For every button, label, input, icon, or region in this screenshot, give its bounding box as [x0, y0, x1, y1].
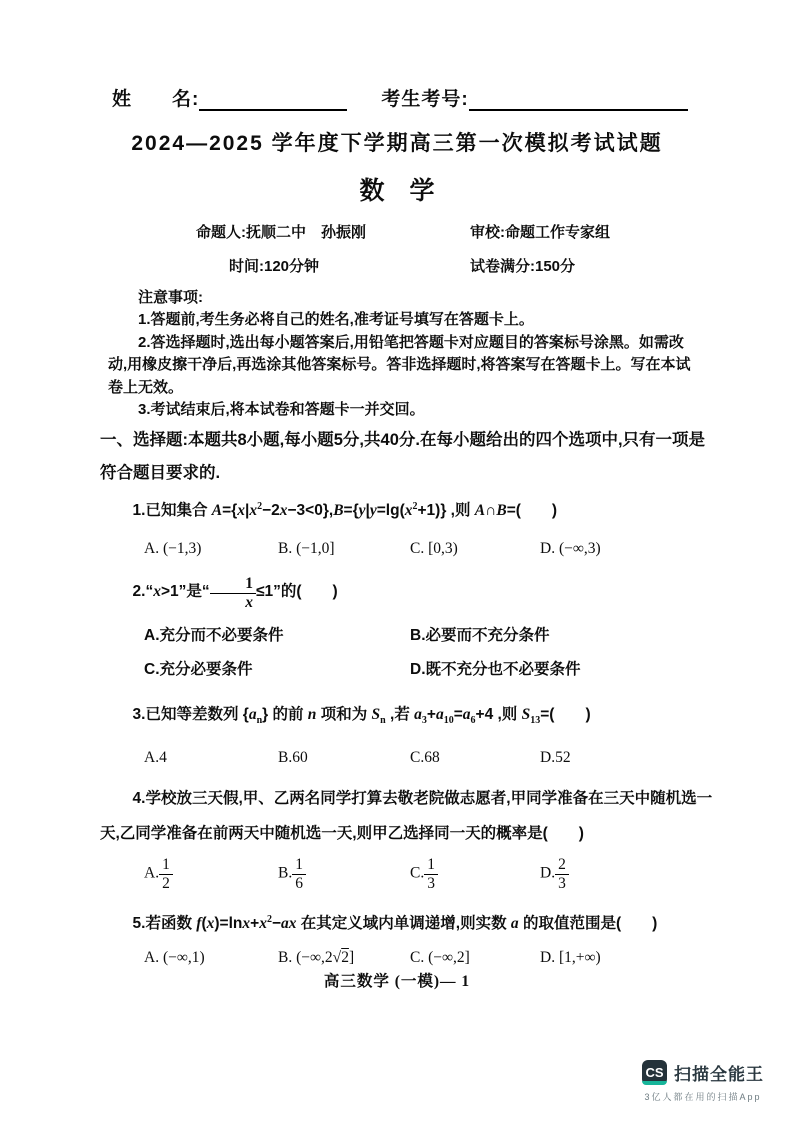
- question-3-option-c: C.68: [410, 748, 440, 766]
- question-3-option-b: B.60: [278, 748, 308, 766]
- setter-info: 命题人:抚顺二中 孙振刚: [196, 224, 366, 241]
- question-1-option-d: D. (−∞,3): [540, 540, 601, 558]
- scanner-brand-name: 扫描全能王: [674, 1065, 764, 1084]
- question-5-option-c: C. (−∞,2]: [410, 949, 470, 967]
- question-2-option-c: C.充分必要条件: [144, 661, 253, 679]
- question-4: [100, 781, 718, 893]
- question-3-options: [100, 749, 718, 767]
- question-1-options: [100, 540, 718, 558]
- exam-title: 2024—2025 学年度下学期高三第一次模拟考试试题: [131, 132, 663, 155]
- question-2-option-b: B.必要而不充分条件: [410, 627, 550, 645]
- question-5-option-a: A. (−∞,1): [144, 949, 205, 967]
- question-3-option-d: D.52: [540, 748, 571, 766]
- note-item-3: 3.考试结束后,将本试卷和答题卡一并交回。: [138, 401, 425, 419]
- section-1-heading: 一、选择题:本题共8小题,每小题5分,共40分.在每小题给出的四个选项中,只有一项是符合题目要求的.: [100, 431, 706, 482]
- candidate-number-label: 考生考号:: [381, 89, 469, 110]
- question-2-options: [100, 623, 718, 679]
- note-item-1: 1.答题前,考生务必将自己的姓名,准考证号填写在答题卡上。: [138, 311, 534, 329]
- scanner-tagline: 3亿人都在用的扫描App: [644, 1092, 762, 1102]
- question-4-option-c: C. $\frac{1}{3}$: [410, 857, 540, 893]
- question-3-option-a: A.4: [144, 748, 167, 766]
- question-2-stem: 2.“x>1”是“ $\frac{1}{x}$ ≤1”的( ): [132, 574, 338, 612]
- question-4-stem: 4.学校放三天假,甲、乙两名同学打算去敬老院做志愿者,甲同学准备在三天中随机选一天,乙同学准备在前两天中随机选一天,则甲乙选择同一天的概率是( ): [100, 789, 713, 842]
- duration-info: 时间:120分钟: [229, 258, 320, 275]
- camscanner-logo-icon: CS: [642, 1060, 667, 1085]
- question-1-stem: 1.已知集合 $A=\{x|x^2-2x-3<0\},B=\{y|y=\lg(x^2+1)\}$ ,则 A∩B=( ): [132, 501, 558, 520]
- notes-block: [108, 287, 702, 421]
- question-1-option-c: C. [0,3): [410, 540, 458, 558]
- notes-title: 注意事项:: [138, 289, 203, 306]
- question-4-option-d: D. $\frac{2}{3}$: [540, 857, 718, 893]
- question-4-option-b: B. $\frac{1}{6}$: [278, 857, 410, 893]
- question-4-option-a: A. $\frac{1}{2}$: [144, 857, 278, 893]
- candidate-number-fill-line: [469, 89, 688, 111]
- subject-title: 数 学: [359, 177, 435, 205]
- question-1: [100, 489, 718, 558]
- page-footer: 高三数学 (一模)— 1: [323, 973, 471, 990]
- name-fill-line: [199, 89, 347, 111]
- question-2-option-d: D.既不充分也不必要条件: [410, 661, 581, 679]
- question-5-option-d: D. [1,+∞): [540, 949, 601, 967]
- question-1-option-b: B. (−1,0]: [278, 540, 335, 558]
- question-5-option-b: B. (−∞,2√2]: [278, 949, 355, 967]
- full-score-info: 试卷满分:150分: [470, 258, 576, 275]
- name-label: 姓 名:: [112, 89, 200, 110]
- question-5-stem: 5.若函数 $f(x)=\ln x+x^2-ax$ 在其定义域内单调递增,则实数 a 的取值范围是( ): [132, 914, 658, 933]
- question-2-option-a: A.充分而不必要条件: [144, 627, 284, 645]
- question-4-options: [100, 857, 718, 893]
- note-item-2: 2.答选择题时,选出每小题答案后,用铅笔把答题卡对应题目的答案标号涂黑。如需改动,用橡皮擦干净后,再选涂其他答案标号。答非选择题时,将答案写在答题卡上。写在本试卷上无效。: [108, 333, 691, 396]
- question-list: [100, 483, 718, 967]
- reviewer-info: 审校:命题工作专家组: [470, 224, 610, 241]
- question-2: [100, 574, 718, 679]
- header-fill-in-row: [112, 84, 688, 111]
- question-3: [100, 697, 718, 766]
- scanner-watermark: [628, 1060, 778, 1103]
- question-1-option-a: A. (−1,3): [144, 540, 202, 558]
- question-5-options: [100, 949, 718, 967]
- question-5: [100, 902, 718, 967]
- question-3-stem: 3.已知等差数列 $\{a_n\}$ 的前 n 项和为 $S_n$ ,若 $a_3+a_{10}=a_6+4$ ,则 $S_{13}=$( ): [132, 706, 591, 727]
